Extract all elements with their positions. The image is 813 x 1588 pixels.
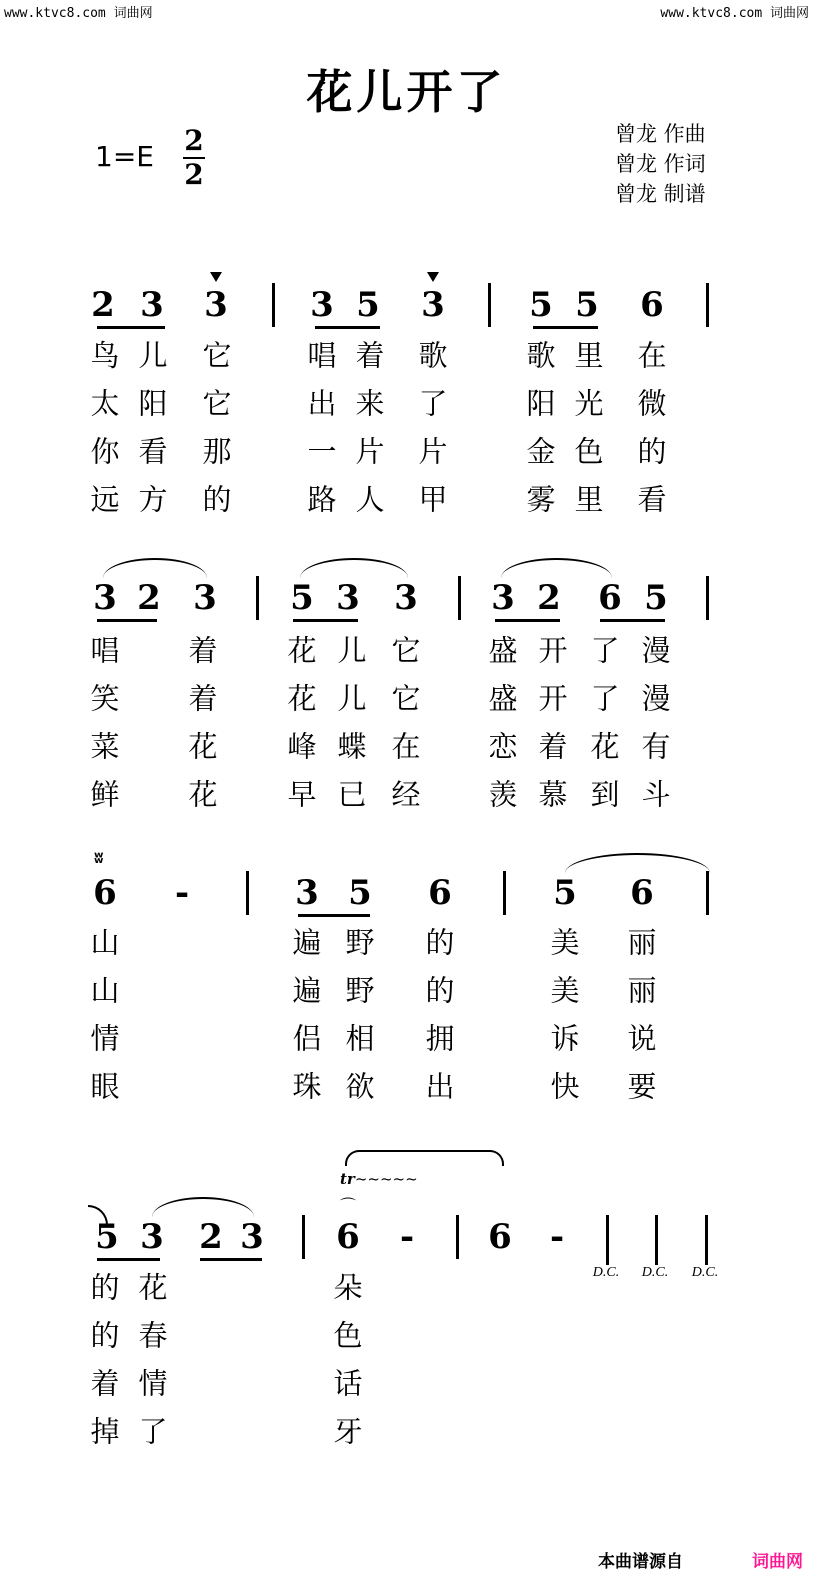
lyric-char: 它 (202, 338, 232, 373)
note: 5 (553, 873, 577, 913)
lyric-char: 人 (355, 482, 385, 517)
lyric-char: 美 (550, 925, 580, 960)
lyric-char: 了 (138, 1414, 168, 1449)
barline (456, 1215, 459, 1259)
lyric-char: 恋 (488, 729, 518, 764)
lyric-char: 花 (287, 633, 317, 668)
lyric-char: 朵 (333, 1270, 363, 1305)
lyric-char: 早 (287, 777, 317, 812)
beam-underline (97, 1258, 160, 1261)
lyric-char: 歌 (526, 338, 556, 373)
note: 5 (575, 285, 599, 325)
lyric-char: 儿 (337, 633, 367, 668)
lyric-char: 了 (418, 386, 448, 421)
credit-arranger: 曾龙 制谱 (615, 182, 706, 206)
lyric-char: 美 (550, 973, 580, 1008)
lyric-char: 甲 (418, 482, 448, 517)
lyric-char: 花 (287, 681, 317, 716)
lyric-char: 丽 (627, 925, 657, 960)
note: 3 (310, 285, 334, 325)
note: - (549, 1217, 565, 1257)
lyric-char: 丽 (627, 973, 657, 1008)
lyric-char: 漫 (641, 681, 671, 716)
note: - (399, 1217, 415, 1257)
beam-underline (200, 1258, 262, 1261)
lyric-char: 开 (538, 681, 568, 716)
beam-underline (600, 619, 665, 622)
lyric-char: 欲 (345, 1069, 375, 1104)
lyric-char: 到 (590, 777, 620, 812)
trill-wave-icon: ~~~~~ (354, 1170, 418, 1188)
barline (655, 1215, 658, 1265)
lyric-char: 着 (355, 338, 385, 373)
lyric-char: 菜 (90, 729, 120, 764)
lyric-char: 花 (138, 1270, 168, 1305)
lyric-char: 诉 (550, 1021, 580, 1056)
lyric-char: 山 (90, 973, 120, 1008)
lyric-char: 牙 (333, 1414, 363, 1449)
lyric-char: 远 (90, 482, 120, 517)
lyric-char: 着 (538, 729, 568, 764)
accent-icon (427, 272, 439, 282)
lyric-char: 遍 (292, 973, 322, 1008)
lyric-char: 开 (538, 633, 568, 668)
credit-composer: 曾龙 作曲 (615, 122, 706, 146)
note: 2 (91, 285, 115, 325)
lyric-char: 了 (590, 633, 620, 668)
lyric-char: 野 (345, 973, 375, 1008)
beam-underline (293, 619, 358, 622)
beam-underline (315, 326, 380, 329)
barline (706, 283, 709, 327)
lyric-char: 的 (90, 1318, 120, 1353)
lyric-char: 色 (574, 434, 604, 469)
note: 6 (640, 285, 664, 325)
lyric-char: 眼 (90, 1069, 120, 1104)
watermark-left: www.ktvc8.com 词曲网 (4, 6, 153, 21)
note: 6 (598, 578, 622, 618)
dc-mark: D.C. (691, 1265, 719, 1280)
note: - (174, 873, 190, 913)
lyric-char: 儿 (337, 681, 367, 716)
beam-underline (533, 326, 598, 329)
lyric-char: 阳 (526, 386, 556, 421)
lyric-char: 唱 (307, 338, 337, 373)
lyric-char: 慕 (538, 777, 568, 812)
lyric-char: 珠 (292, 1069, 322, 1104)
barline (503, 871, 506, 915)
lyric-char: 片 (418, 434, 448, 469)
mordent-icon: ʬ (94, 848, 104, 867)
lyric-char: 山 (90, 925, 120, 960)
barline (606, 1215, 609, 1265)
slur (152, 1197, 254, 1217)
note: 3 (240, 1217, 264, 1257)
note: 3 (421, 285, 445, 325)
barline (246, 871, 249, 915)
lyric-char: 金 (526, 434, 556, 469)
note: 2 (199, 1217, 223, 1257)
lyric-char: 你 (90, 434, 120, 469)
key-signature: 1=E (95, 140, 154, 173)
lyric-char: 话 (333, 1366, 363, 1401)
lyric-char: 着 (188, 633, 218, 668)
lyric-char: 的 (425, 925, 455, 960)
lyric-char: 看 (138, 434, 168, 469)
lyric-char: 花 (188, 777, 218, 812)
barline (705, 1215, 708, 1265)
lyric-char: 有 (641, 729, 671, 764)
lyric-char: 着 (188, 681, 218, 716)
time-signature-top: 2 (184, 124, 204, 157)
lyric-char: 漫 (641, 633, 671, 668)
lyric-char: 片 (355, 434, 385, 469)
lyric-char: 春 (138, 1318, 168, 1353)
lyric-char: 已 (337, 777, 367, 812)
lyric-char: 着 (90, 1366, 120, 1401)
lyric-char: 雾 (526, 482, 556, 517)
lyric-char: 的 (637, 434, 667, 469)
note: 3 (193, 578, 217, 618)
lyric-char: 要 (627, 1069, 657, 1104)
slur (103, 558, 207, 578)
slur-end (88, 1205, 108, 1225)
lyric-char: 出 (425, 1069, 455, 1104)
lyric-char: 遍 (292, 925, 322, 960)
lyric-char: 出 (307, 386, 337, 421)
note: 3 (140, 1217, 164, 1257)
footer-source: 本曲谱源自 (598, 1552, 683, 1572)
note: 6 (336, 1217, 360, 1257)
lyric-char: 唱 (90, 633, 120, 668)
barline (458, 576, 461, 620)
lyric-char: 盛 (488, 681, 518, 716)
lyric-char: 的 (425, 973, 455, 1008)
dc-mark: D.C. (641, 1265, 669, 1280)
note: 5 (95, 1217, 119, 1257)
beam-underline (298, 914, 370, 917)
lyric-char: 野 (345, 925, 375, 960)
lyric-char: 它 (391, 681, 421, 716)
lyric-char: 了 (590, 681, 620, 716)
lyric-char: 歌 (418, 338, 448, 373)
lyric-char: 情 (90, 1021, 120, 1056)
lyric-char: 在 (637, 338, 667, 373)
note: 5 (644, 578, 668, 618)
lyric-char: 相 (345, 1021, 375, 1056)
note: 5 (348, 873, 372, 913)
lyric-char: 峰 (287, 729, 317, 764)
lyric-char: 来 (355, 386, 385, 421)
note: 3 (93, 578, 117, 618)
lyric-char: 拥 (425, 1021, 455, 1056)
lyric-char: 羡 (488, 777, 518, 812)
time-signature-bottom: 2 (184, 158, 204, 191)
lyric-char: 它 (202, 386, 232, 421)
watermark-right: www.ktvc8.com 词曲网 (660, 6, 809, 21)
slur (565, 853, 710, 873)
credit-lyricist: 曾龙 作词 (615, 152, 706, 176)
beam-underline (97, 619, 157, 622)
note: 6 (488, 1217, 512, 1257)
lyric-char: 花 (188, 729, 218, 764)
beam-underline (97, 326, 165, 329)
lyric-char: 的 (202, 482, 232, 517)
barline (706, 576, 709, 620)
note: 5 (356, 285, 380, 325)
lyric-char: 光 (574, 386, 604, 421)
lyric-char: 看 (637, 482, 667, 517)
lyric-char: 盛 (488, 633, 518, 668)
note: 3 (295, 873, 319, 913)
lyric-char: 侣 (292, 1021, 322, 1056)
note: 5 (290, 578, 314, 618)
lyric-char: 它 (391, 633, 421, 668)
lyric-char: 经 (391, 777, 421, 812)
lyric-char: 一 (307, 434, 337, 469)
accent-icon (210, 272, 222, 282)
barline (706, 871, 709, 915)
note: 2 (137, 578, 161, 618)
note: 3 (491, 578, 515, 618)
note: 3 (204, 285, 228, 325)
barline (488, 283, 491, 327)
lyric-char: 儿 (138, 338, 168, 373)
lyric-char: 太 (90, 386, 120, 421)
note: 5 (529, 285, 553, 325)
lyric-char: 阳 (138, 386, 168, 421)
lyric-char: 鲜 (90, 777, 120, 812)
lyric-char: 花 (590, 729, 620, 764)
barline (272, 283, 275, 327)
lyric-char: 笑 (90, 681, 120, 716)
lyric-char: 在 (391, 729, 421, 764)
lyric-char: 斗 (641, 777, 671, 812)
trill-mark (340, 1172, 418, 1187)
beam-underline (495, 619, 560, 622)
barline (256, 576, 259, 620)
note: 6 (93, 873, 117, 913)
slur (345, 1150, 504, 1166)
lyric-char: 路 (307, 482, 337, 517)
note: 6 (630, 873, 654, 913)
note: 3 (140, 285, 164, 325)
dc-mark: D.C. (592, 1265, 620, 1280)
lyric-char: 快 (550, 1069, 580, 1104)
slur (501, 558, 612, 578)
trill-label: tr (340, 1170, 355, 1188)
footer-brand: 词曲网 (752, 1552, 803, 1572)
lyric-char: 微 (637, 386, 667, 421)
lyric-char: 那 (202, 434, 232, 469)
note: 3 (394, 578, 418, 618)
lyric-char: 蝶 (337, 729, 367, 764)
note: 3 (336, 578, 360, 618)
lyric-char: 里 (574, 482, 604, 517)
lyric-char: 说 (627, 1021, 657, 1056)
lyric-char: 鸟 (90, 338, 120, 373)
slur (300, 558, 408, 578)
note: 2 (537, 578, 561, 618)
note: 6 (428, 873, 452, 913)
lyric-char: 掉 (90, 1414, 120, 1449)
lyric-char: 方 (138, 482, 168, 517)
lyric-char: 的 (90, 1270, 120, 1305)
lyric-char: 情 (138, 1366, 168, 1401)
lyric-char: 里 (574, 338, 604, 373)
lyric-char: 色 (333, 1318, 363, 1353)
song-title: 花儿开了 (306, 65, 507, 119)
barline (302, 1215, 305, 1259)
fermata-icon: ⌒ (340, 1196, 357, 1215)
